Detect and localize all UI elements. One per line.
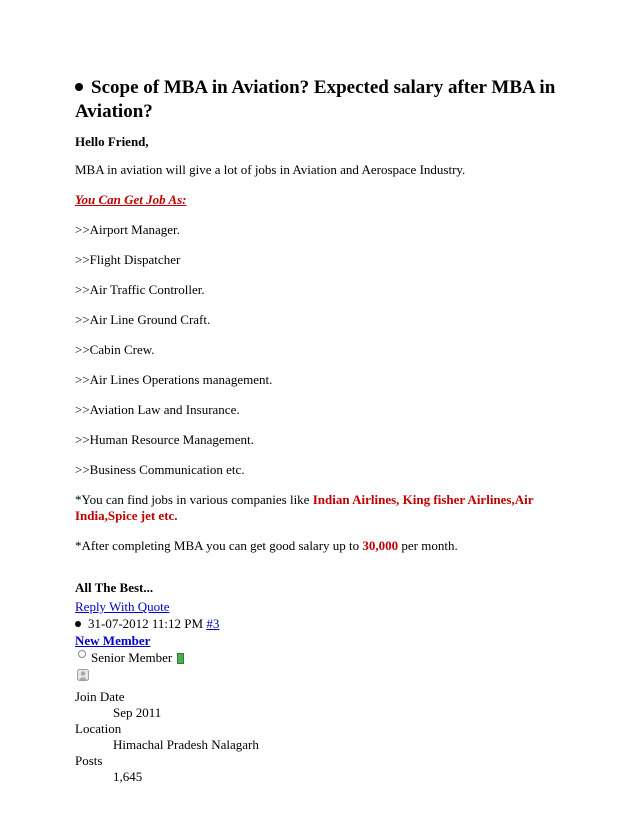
rank-circle-icon	[78, 650, 86, 658]
list-item: >>Aviation Law and Insurance.	[75, 402, 240, 417]
intro-text: MBA in aviation will give a lot of jobs in Aviation and Aerospace Industry.	[75, 162, 466, 177]
list-item: >>Airport Manager.	[75, 222, 180, 237]
post-meta	[75, 616, 575, 632]
list-item: >>Human Resource Management.	[75, 432, 254, 447]
location-label: Location	[75, 721, 122, 736]
avatar-icon	[77, 669, 89, 681]
greeting: Hello Friend,	[75, 134, 149, 149]
jobs-list	[75, 222, 575, 478]
reply-with-quote-row	[75, 598, 575, 616]
online-status-icon	[177, 653, 184, 664]
post-number-link[interactable]: #3	[206, 616, 220, 631]
list-item: >>Air Traffic Controller.	[75, 282, 205, 297]
user-rank	[75, 650, 575, 666]
posts-label: Posts	[75, 753, 103, 768]
post-title-text: Scope of MBA in Aviation? Expected salary after MBA in Aviation?	[75, 77, 556, 122]
companies-prefix: *You can find jobs in various companies like	[75, 492, 313, 507]
list-item: >>Cabin Crew.	[75, 342, 155, 357]
join-date-label: Join Date	[75, 689, 125, 704]
location-value: Himachal Pradesh Nalagarh	[113, 737, 259, 752]
post-datetime: 31-07-2012 11:12 PM	[88, 616, 204, 631]
salary-amount: 30,000	[362, 538, 399, 553]
list-item: >>Air Lines Operations management.	[75, 372, 273, 387]
username-link[interactable]: New Member	[75, 633, 151, 648]
list-item: >>Air Line Ground Craft.	[75, 312, 211, 327]
closing-text: All The Best...	[75, 580, 154, 595]
bullet-icon	[75, 83, 83, 91]
reply-with-quote-link[interactable]: Reply With Quote	[75, 599, 170, 614]
posts-value: 1,645	[113, 769, 143, 784]
join-date-value: Sep 2011	[113, 705, 162, 720]
post-title	[75, 76, 575, 124]
companies-highlight: Indian Airlines, King fisher Airlines,Air India,Spice jet etc.	[75, 492, 534, 523]
list-item: >>Business Communication etc.	[75, 462, 245, 477]
bullet-icon	[75, 621, 81, 627]
user-profile	[75, 689, 575, 785]
username-row	[75, 632, 575, 650]
rank-label: Senior Member	[91, 650, 173, 665]
salary-suffix: per month.	[398, 538, 458, 553]
companies-text	[75, 492, 575, 524]
salary-prefix: *After completing MBA you can get good salary up to	[75, 538, 363, 553]
list-item: >>Flight Dispatcher	[75, 252, 181, 267]
jobs-heading: You Can Get Job As:	[75, 192, 187, 207]
salary-text	[75, 538, 575, 554]
document-page	[75, 76, 575, 785]
